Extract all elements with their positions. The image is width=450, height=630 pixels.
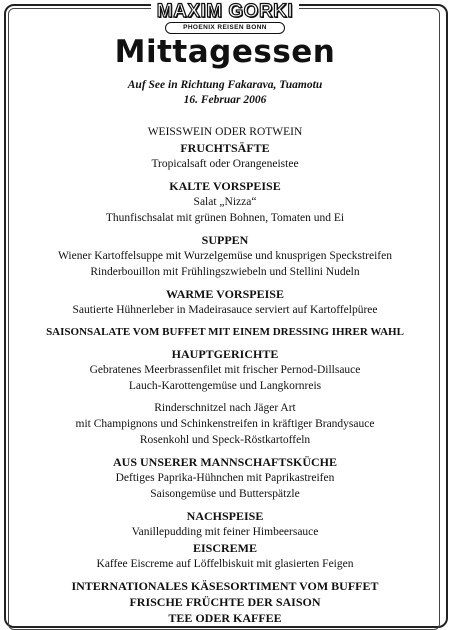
section-heading: WARME VORSPEISE [166,287,284,301]
logo-subtext: PHOENIX REISEN BONN [165,22,285,34]
section-heading: EISCREME [192,541,257,555]
page-title: Mittagessen [114,34,336,70]
menu-item: Deftiges Paprika-Hühnchen mit Paprikastreifen [115,472,335,484]
voyage-subtitle: Auf See in Richtung Fakarava, Tuamotu [127,79,323,91]
section-heading: SUPPEN [201,233,249,247]
logo-text: MAXIM GORKI [151,2,299,22]
menu-item: mit Champignons und Schinkenstreifen in kräftiger Brandysauce [75,418,375,430]
menu-item: Saisongemüse und Butterspätzle [150,488,300,500]
section-heading: TEE ODER KAFFEE [168,611,282,625]
menu-item: Lauch-Karottengemüse und Langkornreis [128,380,322,392]
section-heading: INTERNATIONALES KÄSESORTIMENT VOM BUFFET [71,579,379,593]
section-heading: SAISONSALATE VOM BUFFET MIT EINEM DRESSING IHRER WAHL [46,326,404,338]
menu-item: Rinderschnitzel nach Jäger Art [154,402,296,414]
menu-body [0,124,450,626]
section-heading: FRISCHE FRÜCHTE DER SAISON [129,595,321,609]
section-heading: WEISSWEIN ODER ROTWEIN [147,126,303,138]
menu-item: Sautierte Hühnerleber in Madeirasauce serviert auf Kartoffelpüree [72,304,378,316]
menu-item: Vanillepudding mit feiner Himbeersauce [131,526,319,538]
menu-item: Rinderbouillon mit Frühlingszwiebeln und Stellini Nudeln [90,266,360,278]
menu-item: Wiener Kartoffelsuppe mit Wurzelgemüse und knusprigen Speckstreifen [58,250,392,262]
date-subtitle: 16. Februar 2006 [183,94,267,106]
menu-item: Thunfischsalat mit grünen Bohnen, Tomaten und Ei [105,212,345,224]
section-heading: HAUPTGERICHTE [171,347,279,361]
menu-item: Kaffee Eiscreme auf Löffelbiskuit mit glasierten Feigen [96,558,354,570]
section-heading: NACHSPEISE [186,509,264,523]
section-heading: AUS UNSERER MANNSCHAFTSKÜCHE [112,455,338,469]
menu-item: Rosenkohl und Speck-Röstkartoffeln [139,434,311,446]
menu-item: Salat „Nizza“ [193,196,257,208]
section-heading: FRUCHTSÄFTE [180,141,270,155]
menu-item: Tropicalsaft oder Orangeneistee [151,158,299,170]
section-heading: KALTE VORSPEISE [169,179,281,193]
menu-item: Gebratenes Meerbrassenfilet mit frischer Pernod-Dillsauce [89,364,361,376]
